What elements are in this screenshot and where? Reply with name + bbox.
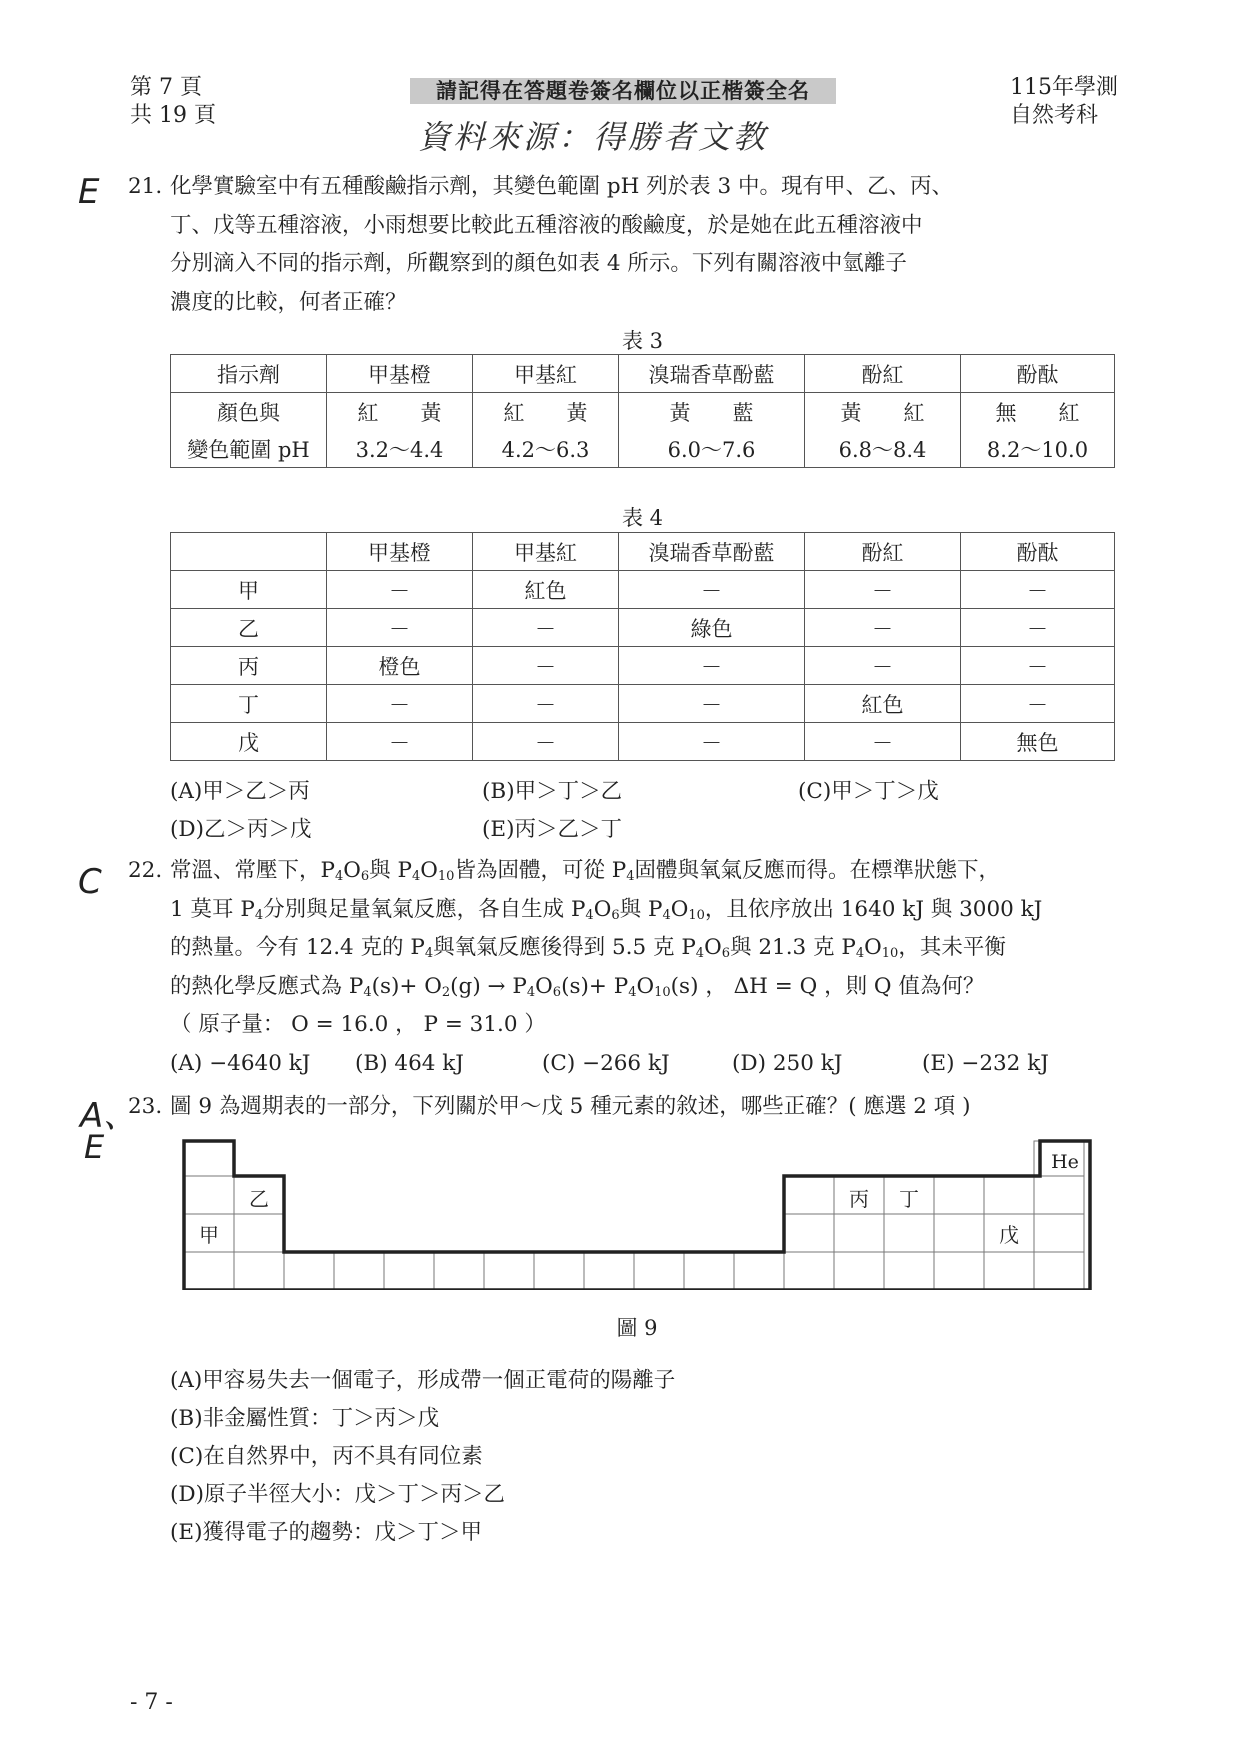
periodic-cell (384, 1252, 434, 1290)
table-header-cell: 甲基橙 (327, 355, 473, 393)
subject-label: 自然考科 (1010, 103, 1099, 128)
table-cell: － (473, 685, 619, 723)
handwritten-answer-q21: E (78, 172, 100, 212)
periodic-cell (184, 1252, 234, 1290)
table-cell: － (619, 723, 805, 761)
figure-9-caption: 圖 9 (616, 1316, 658, 1340)
periodic-cell (984, 1252, 1034, 1290)
option-c[interactable]: (C)在自然界中，丙不具有同位素 (170, 1444, 483, 1469)
periodic-cell (1034, 1214, 1084, 1252)
q23-options (170, 1362, 1120, 1552)
table-row (171, 723, 1115, 761)
periodic-cell (234, 1214, 284, 1252)
base-color: 黃 (420, 400, 442, 425)
question-line: 丁、戊等五種溶液，小雨想要比較此五種溶液的酸鹼度，於是她在此五種溶液中 (170, 212, 923, 238)
q21-options (170, 773, 1120, 853)
periodic-cell (584, 1252, 634, 1290)
table-header-cell: 甲基紅 (473, 355, 619, 393)
periodic-cell (934, 1176, 984, 1214)
row-label: 顏色與 (171, 393, 327, 431)
table-3-indicator-ranges (170, 354, 1115, 468)
table-cell: － (961, 647, 1115, 685)
table-cell: － (327, 685, 473, 723)
periodic-cell (934, 1214, 984, 1252)
exam-label: 115年學測 (1010, 75, 1118, 100)
acid-color: 黃 (840, 400, 862, 425)
ph-range-cell: 4.2～6.3 (473, 430, 619, 468)
option-a[interactable]: (A) −4640 kJ (170, 1051, 311, 1076)
color-pair-cell (619, 393, 805, 431)
option-e[interactable]: (E)獲得電子的趨勢：戊＞丁＞甲 (170, 1520, 482, 1545)
option-d[interactable]: (D)乙＞丙＞戊 (170, 817, 312, 842)
periodic-cell (184, 1141, 234, 1176)
table-4-caption: 表 4 (621, 506, 664, 530)
periodic-table-grid (182, 1138, 1092, 1290)
periodic-cell (284, 1252, 334, 1290)
table-cell: － (805, 609, 961, 647)
total-pages-label: 共 19 頁 (130, 103, 216, 128)
periodic-cell (734, 1252, 784, 1290)
cell-yi: 乙 (249, 1187, 269, 1211)
table-cell: 乙 (171, 609, 327, 647)
question-number: 22. (128, 858, 163, 883)
periodic-cell (634, 1252, 684, 1290)
question-line: 1 莫耳 $P_4$分別與足量氧氣反應，各自生成 $P_4O_6$與 $P_4O_{10}$，且依序放出 1640 kJ 與 3000 kJ (170, 896, 1043, 923)
acid-color: 無 (995, 400, 1017, 425)
periodic-cell (484, 1252, 534, 1290)
cell-ding: 丁 (899, 1187, 919, 1211)
question-line: 圖 9 為週期表的一部分，下列關於甲～戊 5 種元素的敘述，哪些正確？( 應選 2 項 ) (170, 1094, 971, 1119)
acid-color: 紅 (357, 400, 379, 425)
table-cell: － (619, 685, 805, 723)
periodic-cell (784, 1176, 834, 1214)
option-e[interactable]: (E) −232 kJ (922, 1051, 1049, 1076)
table-cell: 無色 (961, 723, 1115, 761)
periodic-cell (334, 1252, 384, 1290)
table-row (171, 430, 1115, 468)
option-a[interactable]: (A)甲＞乙＞丙 (170, 779, 310, 804)
table-header-cell: 溴瑞香草酚藍 (619, 355, 805, 393)
table-row (171, 393, 1115, 431)
table-cell: 丙 (171, 647, 327, 685)
periodic-cell (184, 1176, 234, 1214)
table-header-cell: 甲基橙 (327, 533, 473, 571)
periodic-cell (1034, 1176, 1084, 1214)
q22-options (170, 1045, 1120, 1085)
table-cell: － (805, 571, 961, 609)
table-cell: － (961, 571, 1115, 609)
periodic-cell (884, 1214, 934, 1252)
table-cell: － (805, 723, 961, 761)
acid-color: 黃 (669, 400, 691, 425)
question-line: 分別滴入不同的指示劑，所觀察到的顏色如表 4 所示。下列有關溶液中氫離子 (170, 251, 907, 276)
table-cell: 丁 (171, 685, 327, 723)
table-row (171, 685, 1115, 723)
question-number: 21. (128, 174, 163, 199)
periodic-cell (784, 1252, 834, 1290)
table-cell: － (473, 723, 619, 761)
color-pair-cell (327, 393, 473, 431)
acid-color: 紅 (503, 400, 525, 425)
cell-wu: 戊 (999, 1223, 1019, 1247)
table-cell: － (473, 647, 619, 685)
periodic-cell (884, 1252, 934, 1290)
table-cell: － (805, 647, 961, 685)
option-b[interactable]: (B)甲＞丁＞乙 (482, 779, 623, 804)
table-header-cell: 甲基紅 (473, 533, 619, 571)
option-c[interactable]: (C) −266 kJ (542, 1051, 670, 1076)
cell-jia: 甲 (199, 1223, 219, 1247)
ph-range-cell: 6.0～7.6 (619, 430, 805, 468)
color-pair-cell (805, 393, 961, 431)
question-line: 的熱化學反應式為 $P_4(s)+ O_2(g) \to P_4O_6(s)+ P_4O_{10}(s)$ ， ΔH = Q ，則 Q 值為何？ (170, 973, 985, 1000)
periodic-cell (834, 1214, 884, 1252)
question-line: 常溫、常壓下，$P_4O_6$與 $P_4O_{10}$皆為固體，可從 $P_4$固體與氧氣反應而得。在標準狀態下， (170, 858, 1001, 884)
cell-bing: 丙 (849, 1187, 869, 1211)
table-cell: － (327, 571, 473, 609)
table-cell: － (961, 609, 1115, 647)
option-c[interactable]: (C)甲＞丁＞戊 (798, 779, 939, 804)
table-row (171, 571, 1115, 609)
page-label: 第 7 頁 (130, 75, 202, 100)
base-color: 紅 (903, 400, 925, 425)
signature-reminder-banner: 請記得在答題卷簽名欄位以正楷簽全名 (410, 78, 836, 104)
table-cell: － (619, 571, 805, 609)
periodic-table-outline (184, 1141, 1090, 1290)
handwritten-answer-q23-a: A、 (80, 1096, 138, 1136)
periodic-cell (534, 1252, 584, 1290)
base-color: 紅 (1058, 400, 1080, 425)
table-header-cell: 酚紅 (805, 533, 961, 571)
cell-he: He (1051, 1151, 1079, 1173)
table-header-cell: 酚酞 (961, 533, 1115, 571)
table-cell: 紅色 (473, 571, 619, 609)
table-header-cell: 溴瑞香草酚藍 (619, 533, 805, 571)
option-d[interactable]: (D) 250 kJ (732, 1051, 843, 1076)
table-cell: 甲 (171, 571, 327, 609)
ph-range-cell: 6.8～8.4 (805, 430, 961, 468)
page-number-footer: - 7 - (130, 1690, 173, 1715)
option-e[interactable]: (E)丙＞乙＞丁 (482, 817, 622, 842)
row-label: 變色範圍 pH (171, 430, 327, 468)
table-row (171, 647, 1115, 685)
table-cell: － (327, 723, 473, 761)
table-header-cell (171, 533, 327, 571)
question-21 (128, 168, 1118, 322)
question-22 (128, 852, 1118, 1045)
table-header-cell: 酚紅 (805, 355, 961, 393)
handwritten-answer-q23-e: E (84, 1128, 105, 1166)
periodic-cell (984, 1176, 1034, 1214)
table-cell: － (473, 609, 619, 647)
table-cell: 戊 (171, 723, 327, 761)
ph-range-cell: 3.2～4.4 (327, 430, 473, 468)
ph-range-cell: 8.2～10.0 (961, 430, 1115, 468)
color-pair-cell (473, 393, 619, 431)
periodic-cell (1034, 1252, 1084, 1290)
question-line: 濃度的比較，何者正確？ (170, 289, 407, 315)
table-4-observed-colors (170, 532, 1115, 761)
table-header-row (171, 533, 1115, 571)
question-line: （ 原子量： O = 16.0 ， P = 31.0 ） (170, 1012, 546, 1037)
question-number: 23. (128, 1094, 163, 1119)
table-3-caption: 表 3 (621, 329, 664, 353)
question-23 (128, 1088, 1118, 1127)
periodic-cell (784, 1214, 834, 1252)
option-b[interactable]: (B)非金屬性質：丁＞丙＞戊 (170, 1406, 440, 1431)
option-b[interactable]: (B) 464 kJ (355, 1051, 464, 1076)
table-cell: 橙色 (327, 647, 473, 685)
base-color: 黃 (566, 400, 588, 425)
periodic-table-figure (182, 1138, 1092, 1290)
table-cell: － (961, 685, 1115, 723)
table-cell: － (327, 609, 473, 647)
question-line: 化學實驗室中有五種酸鹼指示劑，其變色範圍 pH 列於表 3 中。現有甲、乙、丙、 (170, 174, 954, 199)
table-header-cell: 指示劑 (171, 355, 327, 393)
periodic-cell (834, 1252, 884, 1290)
table-header-row (171, 355, 1115, 393)
table-header-cell: 酚酞 (961, 355, 1115, 393)
handwritten-answer-q22: C (78, 862, 102, 902)
periodic-cell (934, 1252, 984, 1290)
option-d[interactable]: (D)原子半徑大小：戊＞丁＞丙＞乙 (170, 1482, 506, 1507)
color-pair-cell (961, 393, 1115, 431)
periodic-cell (234, 1252, 284, 1290)
table-cell: 綠色 (619, 609, 805, 647)
table-cell: 紅色 (805, 685, 961, 723)
option-a[interactable]: (A)甲容易失去一個電子，形成帶一個正電荷的陽離子 (170, 1368, 676, 1393)
base-color: 藍 (732, 400, 754, 425)
periodic-cell (684, 1252, 734, 1290)
question-line: 的熱量。今有 12.4 克的 $P_4$與氧氣反應後得到 5.5 克 $P_4O_6$與 21.3 克 $P_4O_{10}$，其未平衡 (170, 935, 1006, 961)
table-row (171, 609, 1115, 647)
table-cell: － (619, 647, 805, 685)
handwritten-source-note: 資料來源：得勝者文教 (418, 118, 769, 156)
periodic-cell (434, 1252, 484, 1290)
